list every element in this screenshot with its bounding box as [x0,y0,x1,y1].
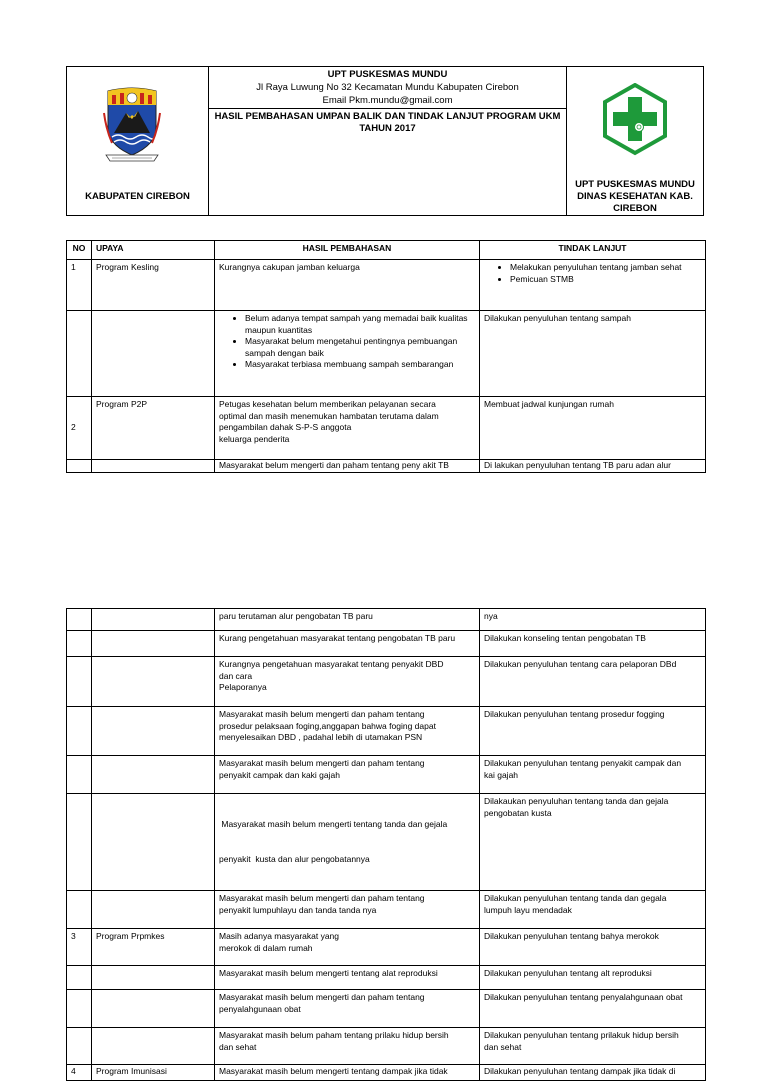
cell-tindak: Dilakukan penyuluhan tentang alt reproduksi [480,966,706,990]
text-line: Dilakukan penyuluhan tentang tanda dan gegala [484,893,667,903]
text-line: Masyarakat masih belum mengerti dan paham tentang [219,758,425,768]
text-line: prosedur pelaksaan foging,anggapan bahwa foging dapat [219,720,436,731]
cell-upaya [92,1028,215,1065]
cell-hasil [215,891,480,929]
document-year: TAHUN 2017 [359,123,416,134]
text-line: dan cara [219,670,253,681]
text-line: Dilakukan penyuluhan tentang penyakit campak dan [484,758,682,768]
cell-no [67,657,92,707]
cell-hasil [215,1028,480,1065]
text-line: Masih adanya masyarakat yang [219,931,340,941]
cell-upaya [92,756,215,794]
header-left-cell [67,67,209,215]
cell-tindak: Dilakukan penyuluhan tentang cara pelaporan DBd [480,657,706,707]
org-name: UPT PUSKESMAS MUNDU [327,69,448,80]
list-item: • Belum adanya tempat sampah yang memadai baik kualitas maupun kuantitas [245,313,475,336]
cell-tindak: Dilakukan konseling tentan pengobatan TB [480,631,706,657]
text-line: Masyarakat masih belum mengerti tentang tanda dan gejala [219,819,448,829]
header-right-cell [567,67,703,215]
tindak-list [484,262,701,285]
cell-tindak: Dilakukan penyuluhan tentang penyalahgunaan obat [480,990,706,1028]
table-row [67,966,706,990]
text-line: Masyarakat masih belum mengerti dan paham tentang [219,893,425,903]
text-line: optimal dan masih menemukan hambatan terutama dalam [219,410,439,421]
cell-tindak: Dilakukan penyuluhan tentang sampah [480,311,706,397]
cell-hasil [215,756,480,794]
right-caption-line-1: UPT PUSKESMAS MUNDU [575,179,695,190]
document-header [66,66,704,216]
cell-no [67,460,92,473]
table-row [67,756,706,794]
left-caption: KABUPATEN CIREBON [85,191,190,202]
cell-upaya: Program P2P [92,397,215,460]
text-line: dan sehat [219,1041,257,1052]
table-row [67,929,706,966]
cell-hasil [215,707,480,756]
kabupaten-cirebon-emblem [102,83,162,165]
text-line: Masyarakat masih belum mengerti dan paham tentang [219,709,425,719]
cell-upaya [92,631,215,657]
cell-upaya [92,794,215,891]
cell-tindak: nya [480,609,706,631]
cell-tindak: Di lakukan penyuluhan tentang TB paru adan alur [480,460,706,473]
list-item: • Masyarakat belum mengetahui pentingnya pembuangan sampah dengan baik [245,336,475,359]
text-line: penyakit kusta dan alur pengobatannya [219,853,370,864]
text-line: menyelesaikan DBD , padahal lebih di utamakan PSN [219,732,423,742]
cell-no [67,756,92,794]
text-line: pengobatan kusta [484,807,552,818]
cell-no [67,1028,92,1065]
header-address-block [209,67,566,109]
table-row [67,1065,706,1081]
text-line: Dilakaukan penyuluhan tentang tanda dan gejala [484,796,669,806]
right-caption-line-3: CIREBON [613,203,657,214]
table-row [67,794,706,891]
cell-no [67,891,92,929]
cell-no [67,609,92,631]
cell-upaya [92,990,215,1028]
table-row [67,397,706,460]
cell-upaya: Program Kesling [92,260,215,311]
cell-tindak: Dilakukan penyuluhan tentang bahya merokok [480,929,706,966]
cell-no: 2 [67,397,92,460]
table-row [67,609,706,631]
table-row [67,260,706,311]
text-line: keluarga penderita [219,433,290,444]
table-row [67,460,706,473]
cell-upaya [92,657,215,707]
col-header-no: NO [67,241,92,260]
org-email: Email Pkm.mundu@gmail.com [322,95,453,106]
list-item: • Pemicuan STMB [510,274,701,286]
col-header-upaya: UPAYA [92,241,215,260]
table-row [67,990,706,1028]
cell-no [67,794,92,891]
cell-upaya [92,891,215,929]
cell-tindak [480,1028,706,1065]
col-header-hasil: HASIL PEMBAHASAN [215,241,480,260]
text-line: Masyarakat masih belum paham tentang prilaku hidup bersih [219,1030,449,1040]
cell-upaya [92,966,215,990]
cell-no: 1 [67,260,92,311]
cell-hasil: Masyarakat belum mengerti dan paham tentang peny akit TB [215,460,480,473]
cell-tindak [480,891,706,929]
cell-tindak [480,756,706,794]
text-line: merokok di dalam rumah [219,942,313,953]
org-address: Jl Raya Luwung No 32 Kecamatan Mundu Kabupaten Cirebon [256,82,519,93]
list-item: • Masyarakat terbiasa membuang sampah sembarangan [245,359,475,371]
cell-upaya [92,609,215,631]
cell-tindak: Membuat jadwal kunjungan rumah [480,397,706,460]
results-table-2 [66,608,706,1081]
cell-no [67,631,92,657]
cell-upaya [92,707,215,756]
right-caption [567,179,703,215]
cell-upaya [92,460,215,473]
text-line: Dilakukan penyuluhan tentang prilakuk hidup bersih [484,1030,679,1040]
cell-hasil [215,311,480,397]
list-item: • Melakukan penyuluhan tentang jamban sehat [510,262,701,274]
cell-no [67,707,92,756]
cell-no [67,966,92,990]
text-line: Kurangnya pengetahuan masyarakat tentang penyakit DBD [219,659,444,669]
right-caption-line-2: DINAS KESEHATAN KAB. [577,191,693,202]
cell-hasil [215,657,480,707]
cell-tindak [480,794,706,891]
cell-hasil: Kurang pengetahuan masyarakat tentang pengobatan TB paru [215,631,480,657]
table-row [67,657,706,707]
text-line: penyakit campak dan kaki gajah [219,769,340,780]
text-line: dan sehat [484,1041,522,1052]
cell-tindak: Dilakukan penyuluhan tentang dampak jika tidak di [480,1065,706,1081]
table-row [67,891,706,929]
text-line: Masyarakat masih belum mengerti dan paham tentang [219,992,425,1002]
cell-hasil [215,929,480,966]
col-header-tindak: TINDAK LANJUT [480,241,706,260]
header-title-block [209,109,566,215]
cell-hasil [215,397,480,460]
text-line: penyalahgunaan obat [219,1003,301,1014]
cell-upaya: Program Imunisasi [92,1065,215,1081]
document-title: HASIL PEMBAHASAN UMPAN BALIK DAN TINDAK LANJUT PROGRAM UKM [214,111,561,122]
cell-hasil [215,794,480,891]
cell-hasil [215,990,480,1028]
cell-upaya: Program Prpmkes [92,929,215,966]
text-line: pengambilan dahak S-P-S anggota [219,422,352,432]
hasil-list [219,313,475,371]
cell-tindak: Dilakukan penyuluhan tentang prosedur fogging [480,707,706,756]
table-row [67,1028,706,1065]
text-line: penyakit lumpuhlayu dan tanda tanda nya [219,904,377,915]
text-line: Pelaporanya [219,682,267,692]
cell-no: 4 [67,1065,92,1081]
table-header-row [67,241,706,260]
table-row [67,707,706,756]
table-row [67,311,706,397]
cell-upaya [92,311,215,397]
results-table-1 [66,240,706,473]
text-line: Petugas kesehatan belum memberikan pelayanan secara [219,399,436,409]
header-middle-cell [209,67,567,215]
cell-hasil: paru terutaman alur pengobatan TB paru [215,609,480,631]
cell-no [67,311,92,397]
table-row [67,631,706,657]
cell-hasil: Masyarakat masih belum mengerti tentang alat reproduksi [215,966,480,990]
text-line: kai gajah [484,769,519,780]
puskesmas-green-cross-logo [602,83,668,169]
cell-hasil: Masyarakat masih belum mengerti tentang dampak jika tidak [215,1065,480,1081]
cell-no [67,990,92,1028]
text-line: lumpuh layu mendadak [484,904,572,915]
cell-hasil: Kurangnya cakupan jamban keluarga [215,260,480,311]
cell-tindak [480,260,706,311]
cell-no: 3 [67,929,92,966]
